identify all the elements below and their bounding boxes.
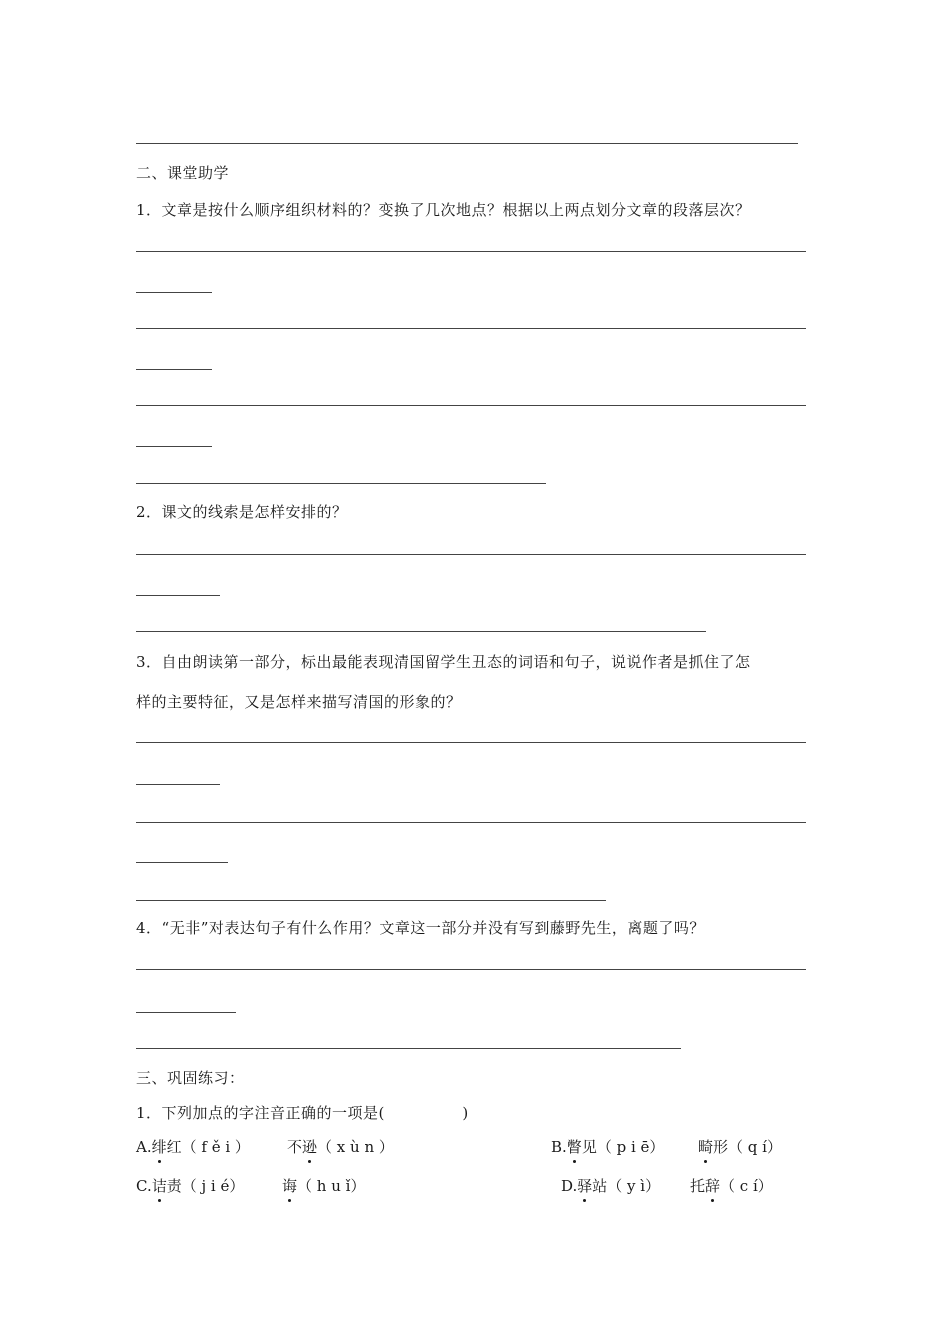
- answer-line: [136, 969, 806, 970]
- answer-line-short: [136, 1012, 236, 1013]
- answer-line: [136, 900, 606, 901]
- answer-line-short: [136, 292, 212, 293]
- answer-line: [136, 483, 546, 484]
- dotted-char: 畸: [698, 1138, 714, 1156]
- question-2-3-line2: 样的主要特征，又是怎样来描写清国的形象的？: [136, 693, 462, 711]
- answer-line: [136, 1048, 681, 1049]
- section-3-title: 三、巩固练习：: [136, 1069, 245, 1087]
- answer-line-short: [136, 446, 212, 447]
- answer-line: [136, 554, 806, 555]
- option-a-item-1: A.绯红（ f ě i ）: [136, 1138, 250, 1156]
- question-3-1: 1．下列加点的字注音正确的一项是( ): [136, 1104, 469, 1122]
- answer-line-short: [136, 595, 220, 596]
- answer-line-short: [136, 784, 220, 785]
- dotted-char: 绯: [151, 1138, 167, 1156]
- option-b-item-1: B.瞥见（ p i ē）: [551, 1138, 665, 1156]
- option-c-item-2: 诲（ h u ǐ）: [282, 1177, 366, 1195]
- option-c-item-1: C.诘责（ j i é）: [136, 1177, 245, 1195]
- answer-line: [136, 143, 798, 144]
- answer-line: [136, 251, 806, 252]
- answer-line: [136, 631, 706, 632]
- question-2-2: 2．课文的线索是怎样安排的？: [136, 503, 348, 521]
- option-d-item-1: D.驿站（ y ì）: [561, 1177, 661, 1195]
- question-2-3-line1: 3．自由朗读第一部分，标出最能表现清国留学生丑态的词语和句子，说说作者是抓住了怎: [136, 653, 751, 671]
- answer-line-short: [136, 369, 212, 370]
- dotted-char: 诘: [151, 1177, 167, 1195]
- option-d-item-2: 托辞（ c í）: [690, 1177, 773, 1195]
- section-2-title: 二、课堂助学: [136, 164, 230, 182]
- answer-line: [136, 742, 806, 743]
- option-a-item-2: 不逊（ x ù n ）: [287, 1138, 394, 1156]
- dotted-char: 逊: [302, 1138, 318, 1156]
- answer-line-short: [136, 862, 228, 863]
- question-2-1: 1．文章是按什么顺序组织材料的？变换了几次地点？根据以上两点划分文章的段落层次？: [136, 201, 751, 219]
- dotted-char: 驿: [577, 1177, 593, 1195]
- dotted-char: 瞥: [566, 1138, 582, 1156]
- option-b-item-2: 畸形（ q í）: [698, 1138, 782, 1156]
- question-2-4: 4．“无非”对表达句子有什么作用？文章这一部分并没有写到藤野先生，离题了吗？: [136, 919, 705, 937]
- answer-line: [136, 328, 806, 329]
- answer-line: [136, 405, 806, 406]
- dotted-char: 辞: [705, 1177, 721, 1195]
- answer-line: [136, 822, 806, 823]
- dotted-char: 诲: [282, 1177, 298, 1195]
